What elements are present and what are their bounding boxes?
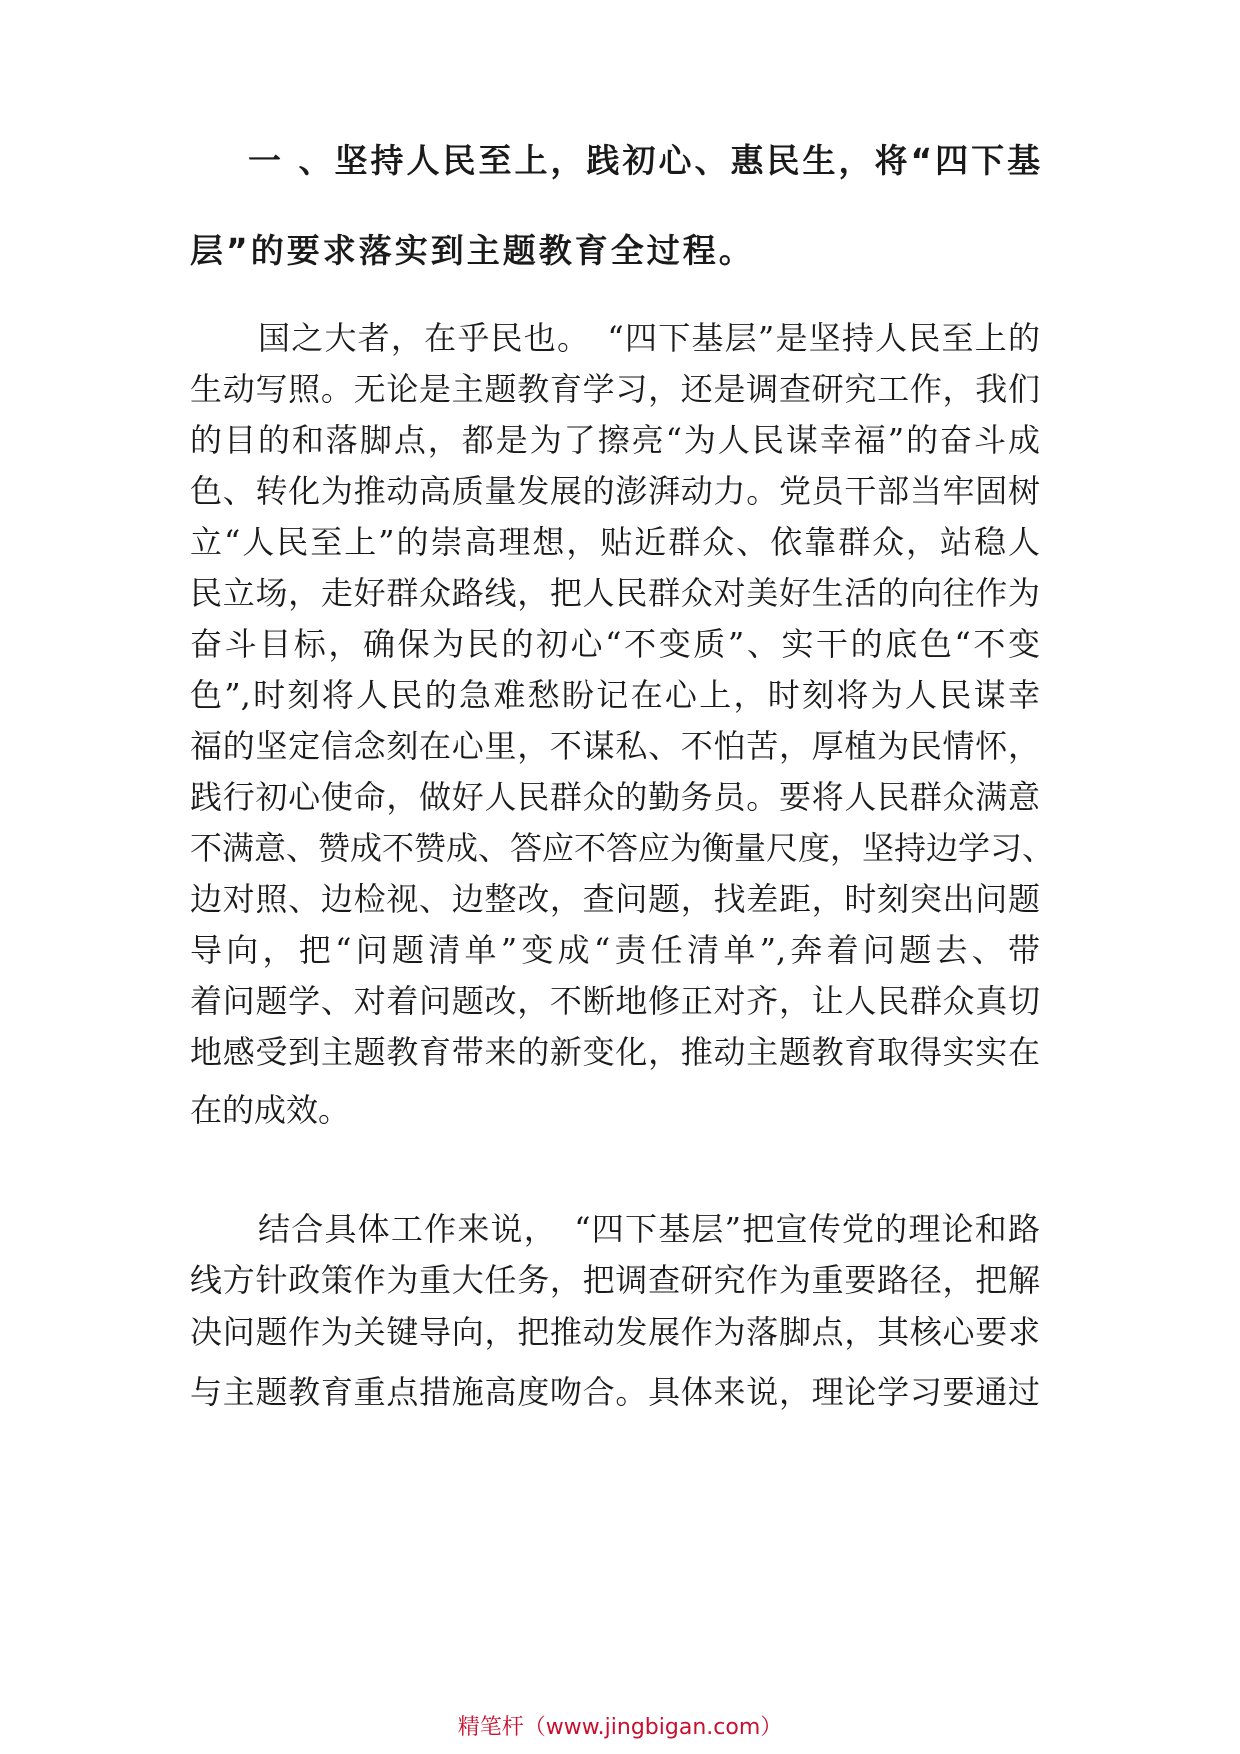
paragraph-line: 边对照、边检视、边整改，查问题，找差距，时刻突出问题	[190, 880, 1040, 918]
paragraph-line: 福的坚定信念刻在心里，不谋私、不怕苦，厚植为民情怀，	[190, 727, 1040, 765]
paragraph-line: 线方针政策作为重大任务，把调查研究作为重要路径，把解	[190, 1261, 1040, 1299]
paragraph-line: 着问题学、对着问题改，不断地修正对齐，让人民群众真切	[190, 982, 1040, 1020]
paragraph-line: 与主题教育重点措施高度吻合。具体来说，理论学习要通过	[190, 1373, 1040, 1411]
paragraph-line: 色”,时刻将人民的急难愁盼记在心上，时刻将为人民谋幸	[190, 676, 1040, 714]
section-heading-line-1: 一 、坚持人民至上，践初心、惠民生，将“四下基	[248, 141, 1044, 180]
section-heading-line-2: 层”的要求落实到主题教育全过程。	[190, 231, 755, 270]
paragraph-line: 决问题作为关键导向，把推动发展作为落脚点，其核心要求	[190, 1313, 1040, 1351]
paragraph-line: 立“人民至上”的崇高理想，贴近群众、依靠群众，站稳人	[190, 523, 1040, 561]
paragraph-line: 导向，把“问题清单”变成“责任清单”,奔着问题去、带	[190, 931, 1040, 969]
paragraph-line: 色、转化为推动高质量发展的澎湃动力。党员干部当牢固树	[190, 472, 1040, 510]
paragraph-line: 生动写照。无论是主题教育学习，还是调查研究工作，我们	[190, 370, 1040, 408]
paragraph-line: 奋斗目标，确保为民的初心“不变质”、实干的底色“不变	[190, 625, 1040, 663]
footer-watermark: 精笔杆（www.jingbigan.com）	[457, 1715, 783, 1740]
paragraph-line: 在的成效。	[190, 1091, 351, 1129]
paragraph-line: 民立场，走好群众路线，把人民群众对美好生活的向往作为	[190, 574, 1040, 612]
paragraph-line: 结合具体工作来说， “四下基层”把宣传党的理论和路	[258, 1210, 1040, 1248]
paragraph-line: 践行初心使命，做好人民群众的勤务员。要将人民群众满意	[190, 778, 1040, 816]
paragraph-line: 地感受到主题教育带来的新变化，推动主题教育取得实实在	[190, 1033, 1040, 1071]
paragraph-line: 的目的和落脚点，都是为了擦亮“为人民谋幸福”的奋斗成	[190, 421, 1040, 459]
paragraph-line: 不满意、赞成不赞成、答应不答应为衡量尺度，坚持边学习、	[190, 829, 1055, 867]
paragraph-line: 国之大者，在乎民也。 “四下基层”是坚持人民至上的	[258, 319, 1040, 357]
